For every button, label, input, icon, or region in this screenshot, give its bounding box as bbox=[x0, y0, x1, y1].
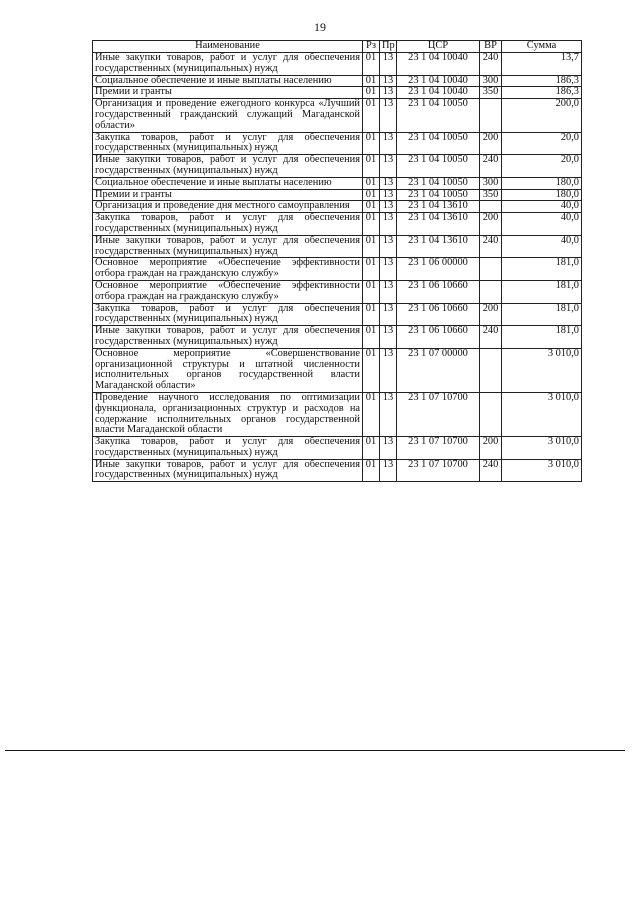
table-row bbox=[93, 235, 582, 258]
cell-name: Организация и проведение дня местного самоуправления bbox=[93, 201, 363, 213]
cell-pr: 13 bbox=[380, 213, 397, 236]
cell-rz: 01 bbox=[363, 280, 380, 303]
cell-csr: 23 1 04 10050 bbox=[397, 177, 480, 189]
cell-pr: 13 bbox=[380, 75, 397, 87]
cell-sum: 13,7 bbox=[502, 53, 582, 76]
cell-name: Закупка товаров, работ и услуг для обеспечения государственных (муниципальных) нужд bbox=[93, 437, 363, 460]
cell-name: Иные закупки товаров, работ и услуг для обеспечения государственных (муниципальных) нужд bbox=[93, 155, 363, 178]
cell-vr: 350 bbox=[480, 189, 502, 201]
table-row bbox=[93, 189, 582, 201]
cell-rz: 01 bbox=[363, 75, 380, 87]
cell-vr bbox=[480, 392, 502, 436]
cell-rz: 01 bbox=[363, 132, 380, 155]
table-row bbox=[93, 99, 582, 132]
cell-vr: 240 bbox=[480, 235, 502, 258]
cell-pr: 13 bbox=[380, 348, 397, 392]
header-vr: ВР bbox=[480, 41, 502, 53]
cell-csr: 23 1 04 13610 bbox=[397, 213, 480, 236]
cell-pr: 13 bbox=[380, 326, 397, 349]
header-name: Наименование bbox=[93, 41, 363, 53]
cell-name: Основное мероприятие «Обеспечение эффективности отбора граждан на гражданскую службу» bbox=[93, 258, 363, 281]
cell-name: Основное мероприятие «Совершенствование организационной структуры и штатной численности исполнительных органов государственной власти Магаданской области» bbox=[93, 348, 363, 392]
cell-name: Иные закупки товаров, работ и услуг для обеспечения государственных (муниципальных) нужд bbox=[93, 235, 363, 258]
cell-name: Иные закупки товаров, работ и услуг для обеспечения государственных (муниципальных) нужд bbox=[93, 53, 363, 76]
cell-vr: 240 bbox=[480, 155, 502, 178]
cell-sum: 181,0 bbox=[502, 326, 582, 349]
table-row bbox=[93, 326, 582, 349]
cell-sum: 20,0 bbox=[502, 155, 582, 178]
cell-rz: 01 bbox=[363, 303, 380, 326]
table-row bbox=[93, 213, 582, 236]
cell-csr: 23 1 04 13610 bbox=[397, 201, 480, 213]
cell-sum: 40,0 bbox=[502, 235, 582, 258]
cell-sum: 40,0 bbox=[502, 201, 582, 213]
header-csr: ЦСР bbox=[397, 41, 480, 53]
header-rz: Рз bbox=[363, 41, 380, 53]
cell-name: Закупка товаров, работ и услуг для обеспечения государственных (муниципальных) нужд bbox=[93, 132, 363, 155]
cell-vr bbox=[480, 348, 502, 392]
cell-pr: 13 bbox=[380, 303, 397, 326]
cell-vr: 200 bbox=[480, 213, 502, 236]
header-pr: Пр bbox=[380, 41, 397, 53]
header-sum: Сумма bbox=[502, 41, 582, 53]
cell-pr: 13 bbox=[380, 53, 397, 76]
cell-sum: 180,0 bbox=[502, 177, 582, 189]
cell-rz: 01 bbox=[363, 189, 380, 201]
cell-sum: 3 010,0 bbox=[502, 392, 582, 436]
table-row bbox=[93, 87, 582, 99]
cell-sum: 200,0 bbox=[502, 99, 582, 132]
cell-vr bbox=[480, 280, 502, 303]
cell-csr: 23 1 06 10660 bbox=[397, 280, 480, 303]
cell-csr: 23 1 06 00000 bbox=[397, 258, 480, 281]
cell-sum: 186,3 bbox=[502, 75, 582, 87]
cell-vr: 240 bbox=[480, 459, 502, 482]
cell-csr: 23 1 04 10050 bbox=[397, 189, 480, 201]
cell-csr: 23 1 04 10040 bbox=[397, 53, 480, 76]
table-header-row bbox=[93, 41, 582, 53]
cell-vr: 300 bbox=[480, 75, 502, 87]
cell-pr: 13 bbox=[380, 189, 397, 201]
cell-vr: 350 bbox=[480, 87, 502, 99]
table-row bbox=[93, 280, 582, 303]
cell-name: Премии и гранты bbox=[93, 87, 363, 99]
cell-csr: 23 1 07 00000 bbox=[397, 348, 480, 392]
budget-table bbox=[92, 40, 582, 482]
cell-name: Социальное обеспечение и иные выплаты населению bbox=[93, 177, 363, 189]
table-row bbox=[93, 132, 582, 155]
table-row bbox=[93, 258, 582, 281]
cell-csr: 23 1 04 10040 bbox=[397, 87, 480, 99]
cell-csr: 23 1 07 10700 bbox=[397, 459, 480, 482]
table-row bbox=[93, 201, 582, 213]
cell-sum: 181,0 bbox=[502, 280, 582, 303]
cell-csr: 23 1 04 10050 bbox=[397, 155, 480, 178]
cell-name: Закупка товаров, работ и услуг для обеспечения государственных (муниципальных) нужд bbox=[93, 213, 363, 236]
cell-sum: 3 010,0 bbox=[502, 437, 582, 460]
cell-vr bbox=[480, 99, 502, 132]
page-number: 19 bbox=[314, 20, 326, 34]
cell-sum: 20,0 bbox=[502, 132, 582, 155]
table-row bbox=[93, 155, 582, 178]
cell-sum: 40,0 bbox=[502, 213, 582, 236]
cell-csr: 23 1 04 13610 bbox=[397, 235, 480, 258]
cell-vr: 200 bbox=[480, 437, 502, 460]
cell-pr: 13 bbox=[380, 99, 397, 132]
table-body bbox=[93, 53, 582, 482]
footer-divider bbox=[5, 750, 625, 751]
cell-rz: 01 bbox=[363, 201, 380, 213]
table-row bbox=[93, 459, 582, 482]
table-row bbox=[93, 177, 582, 189]
cell-name: Организация и проведение ежегодного конкурса «Лучший государственный гражданский служащий Магаданской области» bbox=[93, 99, 363, 132]
cell-rz: 01 bbox=[363, 155, 380, 178]
cell-sum: 186,3 bbox=[502, 87, 582, 99]
cell-rz: 01 bbox=[363, 392, 380, 436]
cell-name: Проведение научного исследования по оптимизации функционала, организационных структур и расходов на содержание исполнительных органов государственной власти Магаданской области bbox=[93, 392, 363, 436]
cell-csr: 23 1 04 10050 bbox=[397, 99, 480, 132]
cell-pr: 13 bbox=[380, 392, 397, 436]
cell-vr bbox=[480, 201, 502, 213]
cell-name: Закупка товаров, работ и услуг для обеспечения государственных (муниципальных) нужд bbox=[93, 303, 363, 326]
cell-rz: 01 bbox=[363, 326, 380, 349]
cell-pr: 13 bbox=[380, 87, 397, 99]
cell-pr: 13 bbox=[380, 235, 397, 258]
table-row bbox=[93, 303, 582, 326]
cell-vr: 240 bbox=[480, 53, 502, 76]
cell-csr: 23 1 04 10040 bbox=[397, 75, 480, 87]
cell-pr: 13 bbox=[380, 258, 397, 281]
cell-pr: 13 bbox=[380, 155, 397, 178]
cell-pr: 13 bbox=[380, 177, 397, 189]
cell-rz: 01 bbox=[363, 213, 380, 236]
cell-vr: 300 bbox=[480, 177, 502, 189]
cell-csr: 23 1 07 10700 bbox=[397, 437, 480, 460]
cell-rz: 01 bbox=[363, 53, 380, 76]
cell-rz: 01 bbox=[363, 87, 380, 99]
table-row bbox=[93, 348, 582, 392]
cell-csr: 23 1 04 10050 bbox=[397, 132, 480, 155]
cell-sum: 181,0 bbox=[502, 258, 582, 281]
cell-vr: 200 bbox=[480, 132, 502, 155]
cell-name: Социальное обеспечение и иные выплаты населению bbox=[93, 75, 363, 87]
cell-name: Основное мероприятие «Обеспечение эффективности отбора граждан на гражданскую службу» bbox=[93, 280, 363, 303]
cell-csr: 23 1 06 10660 bbox=[397, 303, 480, 326]
cell-pr: 13 bbox=[380, 132, 397, 155]
cell-pr: 13 bbox=[380, 459, 397, 482]
cell-csr: 23 1 06 10660 bbox=[397, 326, 480, 349]
cell-rz: 01 bbox=[363, 437, 380, 460]
table-row bbox=[93, 437, 582, 460]
cell-name: Иные закупки товаров, работ и услуг для обеспечения государственных (муниципальных) нужд bbox=[93, 326, 363, 349]
cell-rz: 01 bbox=[363, 177, 380, 189]
cell-rz: 01 bbox=[363, 258, 380, 281]
table-row bbox=[93, 53, 582, 76]
cell-name: Премии и гранты bbox=[93, 189, 363, 201]
cell-rz: 01 bbox=[363, 235, 380, 258]
cell-rz: 01 bbox=[363, 348, 380, 392]
cell-pr: 13 bbox=[380, 201, 397, 213]
cell-sum: 180,0 bbox=[502, 189, 582, 201]
cell-rz: 01 bbox=[363, 99, 380, 132]
cell-vr: 200 bbox=[480, 303, 502, 326]
cell-sum: 181,0 bbox=[502, 303, 582, 326]
table-row bbox=[93, 75, 582, 87]
cell-sum: 3 010,0 bbox=[502, 348, 582, 392]
cell-vr: 240 bbox=[480, 326, 502, 349]
cell-sum: 3 010,0 bbox=[502, 459, 582, 482]
table-row bbox=[93, 392, 582, 436]
cell-vr bbox=[480, 258, 502, 281]
cell-csr: 23 1 07 10700 bbox=[397, 392, 480, 436]
cell-pr: 13 bbox=[380, 437, 397, 460]
cell-name: Иные закупки товаров, работ и услуг для обеспечения государственных (муниципальных) нужд bbox=[93, 459, 363, 482]
cell-rz: 01 bbox=[363, 459, 380, 482]
cell-pr: 13 bbox=[380, 280, 397, 303]
